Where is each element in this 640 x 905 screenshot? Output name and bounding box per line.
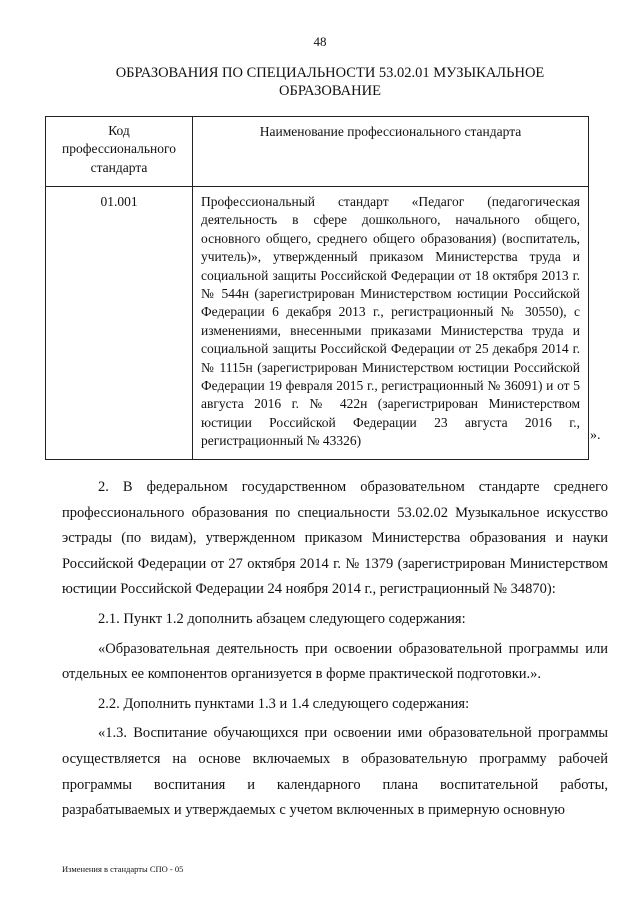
footer-note: Изменения в стандарты СПО - 05 bbox=[62, 864, 184, 874]
table-row bbox=[46, 187, 589, 460]
header-name: Наименование профессионального стандарта bbox=[193, 117, 589, 187]
header-code: Код профессионального стандарта bbox=[46, 117, 193, 187]
standard-code: 01.001 bbox=[46, 187, 193, 460]
page-number: 48 bbox=[313, 34, 327, 49]
paragraph: 2.1. Пункт 1.2 дополнить абзацем следующего содержания: bbox=[98, 610, 466, 627]
title-line-1: ОБРАЗОВАНИЯ ПО СПЕЦИАЛЬНОСТИ 53.02.01 МУЗЫКАЛЬНОЕ bbox=[115, 65, 545, 81]
table-header-row bbox=[46, 117, 589, 187]
paragraph: «1.3. Воспитание обучающихся при освоении ими образовательной программы осуществляется на основе включаемых в образовательную программу рабочей программы воспитания и календарного плана воспитательной работы, разрабатываемых и утверждаемых с учетом включенных в примерную основную bbox=[62, 725, 608, 819]
paragraph: 2.2. Дополнить пунктами 1.3 и 1.4 следующего содержания: bbox=[98, 695, 470, 712]
paragraph: 2. В федеральном государственном образовательном стандарте среднего профессионального образования по специальности 53.02.02 Музыкальное искусство эстрады (по видам), утвержденном приказом Министерства образования и науки Российской Федерации от 27 октября 2014 г. № 1379 (зарегистрирован Министерством юстиции Российской Федерации 24 ноября 2014 г., регистрационный № 34870): bbox=[62, 479, 608, 598]
document-title bbox=[80, 64, 580, 100]
standard-name: Профессиональный стандарт «Педагог (педагогическая деятельность в сфере дошкольного, начального общего, основного общего, среднего общего образования) (воспитатель, учитель)», утвержденный приказом Министерства труда и социальной защиты Российской Федерации от 18 октября 2013 г. № 544н (зарегистрирован Министерством юстиции Российской Федерации 6 декабря 2013 г., регистрационный № 30550), с изменениями, внесенными приказами Министерства труда и социальной защиты Российской Федерации от 25 декабря 2014 г. № 1115н (зарегистрирован Министерством юстиции Российской Федерации 19 февраля 2015 г., регистрационный № 36091) и от 5 августа 2016 г. № 422н (зарегистрирован Министерством юстиции Российской Федерации 23 августа 2016 г., регистрационный № 43326) bbox=[193, 187, 589, 460]
title-line-2: ОБРАЗОВАНИЕ bbox=[279, 83, 381, 99]
table-closing-quote: ». bbox=[590, 428, 601, 443]
paragraph: «Образовательная деятельность при освоении образовательной программы или отдельных ее компонентов организуется в форме практической подготовки.». bbox=[62, 640, 608, 683]
professional-standards-table bbox=[45, 116, 589, 460]
body-text bbox=[62, 475, 608, 824]
